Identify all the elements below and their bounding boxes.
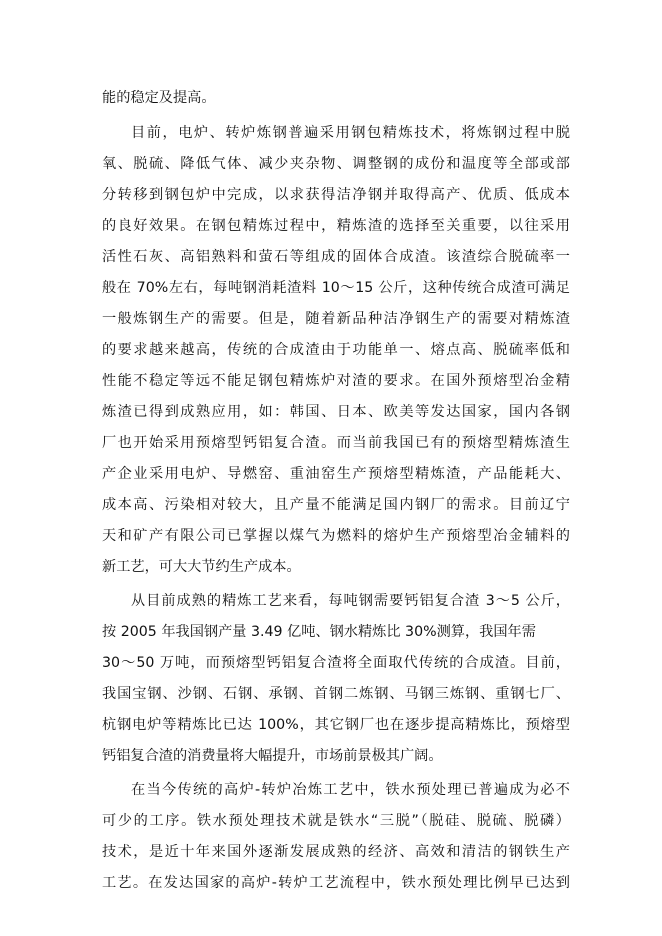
text-line: 分转移到钢包炉中完成，以求获得洁净钢并取得高产、优质、低成本 [102,187,570,203]
text-line: 在当今传统的高炉-转炉冶炼工艺中，铁水预处理已普遍成为必不 [131,782,570,798]
text-line: 30～50 万吨，而预熔型钙铝复合渣将全面取代传统的合成渣。目前， [102,655,570,671]
text-line: 新工艺，可大大节约生产成本。 [102,559,301,575]
text-line: 技术，是近十年来国外逐渐发展成熟的经济、高效和清洁的钢铁生产 [102,844,570,860]
text-line: 般在 70%左右，每吨钢消耗渣料 10～15 公斤，这种传统合成渣可满足 [102,280,570,296]
text-line: 性能不稳定等远不能足钢包精炼炉对渣的要求。在国外预熔型冶金精 [102,373,570,389]
text-line: 活性石灰、高铝熟料和萤石等组成的固体合成渣。该渣综合脱硫率一 [102,249,570,265]
text-line: 钙铝复合渣的消费量将大幅提升，市场前景极其广阔。 [102,748,443,764]
text-line: 能的稳定及提高。 [102,90,216,106]
text-line: 天和矿产有限公司已掌握以煤气为燃料的熔炉生产预熔型冶金辅料的 [102,528,570,544]
text-line: 杭钢电炉等精炼比已达 100%，其它钢厂也在逐步提高精炼比，预熔型 [102,717,570,733]
text-line: 的良好效果。在钢包精炼过程中，精炼渣的选择至关重要，以往采用 [102,218,570,234]
text-line: 我国宝钢、沙钢、石钢、承钢、首钢二炼钢、马钢三炼钢、重钢七厂、 [102,686,570,702]
text-line: 成本高、污染相对较大，且产量不能满足国内钢厂的需求。目前辽宁 [102,497,570,513]
text-line: 厂也开始采用预熔型钙铝复合渣。而当前我国已有的预熔型精炼渣生 [102,435,570,451]
text-line: 工艺。在发达国家的高炉-转炉工艺流程中，铁水预处理比例早已达到 [102,875,570,891]
text-line: 一般炼钢生产的需要。但是，随着新品种洁净钢生产的需要对精炼渣 [102,311,570,327]
text-line: 氧、脱硫、降低气体、减少夹杂物、调整钢的成份和温度等全部或部 [102,156,570,172]
text-line: 目前，电炉、转炉炼钢普遍采用钢包精炼技术，将炼钢过程中脱 [131,125,570,141]
text-line: 的要求越来越高，传统的合成渣由于功能单一、熔点高、脱硫率低和 [102,342,570,358]
text-line: 按 2005 年我国钢产量 3.49 亿吨、钢水精炼比 30%测算，我国年需 [102,624,536,640]
text-line: 可少的工序。铁水预处理技术就是铁水“三脱”（脱硅、脱硫、脱磷） [102,813,570,829]
text-line: 从目前成熟的精炼工艺来看，每吨钢需要钙铝复合渣 3～5 公斤， [131,593,570,609]
text-line: 产企业采用电炉、导燃窑、重油窑生产预熔型精炼渣，产品能耗大、 [102,466,570,482]
text-line: 炼渣已得到成熟应用，如：韩国、日本、欧美等发达国家，国内各钢 [102,404,570,420]
